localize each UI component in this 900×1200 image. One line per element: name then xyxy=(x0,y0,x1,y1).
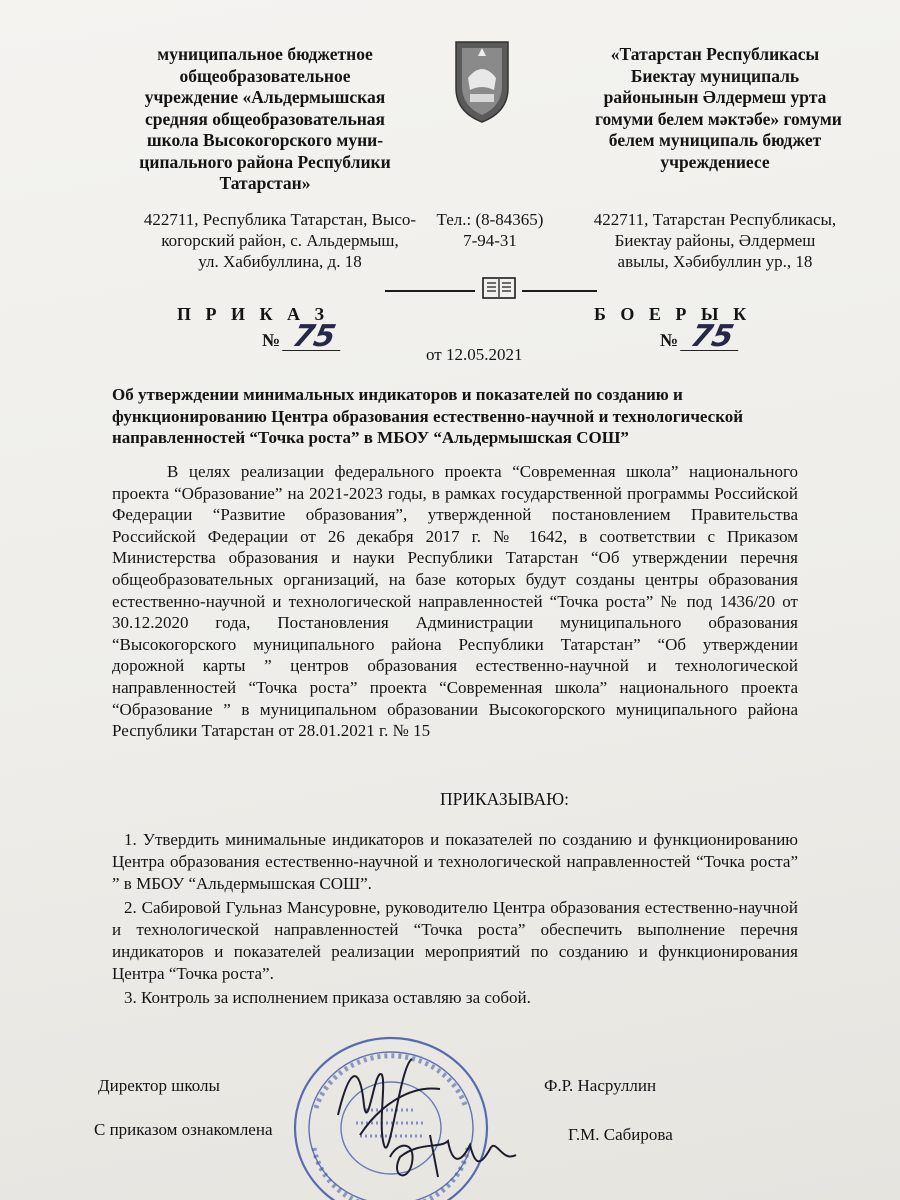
order-number-tt xyxy=(660,319,740,354)
header-right-line: учреждениесе xyxy=(660,151,770,172)
order-number-ru xyxy=(262,319,342,354)
phone-block xyxy=(430,209,550,251)
header-left-org xyxy=(115,44,415,195)
order-item: 3. Контроль за исполнением приказа оставляю за собой. xyxy=(124,988,531,1007)
phone-number: 7-94-31 xyxy=(463,231,517,250)
order-item: 1. Утвердить минимальные индикаторов и показателей по созданию и функционированию Центра образования естественно-научной и технологической направленностей “Точка роста” ” в МБОУ “Альдермышская СОШ”. xyxy=(112,830,798,893)
address-left-line: когорский район, с. Альдермыш, xyxy=(161,231,399,250)
divider-left xyxy=(385,290,475,292)
order-subject: Об утверждении минимальных индикаторов и показателей по созданию и функционированию Центра образования естественно-научной и технологической направленностей “Точка роста” в МБОУ “Альдермышская СОШ” xyxy=(112,385,744,447)
order-item: 2. Сабировой Гульназ Мансуровне, руководителю Центра образования естественно-научной и технологической направленностей “Точка роста” обеспечить выполнение перечня индикаторов и показателей реализации мероприятий по созданию и функционирования Центра “Точка роста”. xyxy=(112,898,798,983)
header-left-line: муниципальное бюджетное xyxy=(157,44,373,64)
header-right-line: районынын Әлдермеш урта xyxy=(603,87,827,107)
divider-right xyxy=(522,290,597,292)
header-left-line: школа Высокогорского муни- xyxy=(146,130,384,150)
director-label: Директор школы xyxy=(98,1076,220,1095)
address-right-line: 422711, Татарстан Республикасы, xyxy=(593,210,837,229)
address-right xyxy=(585,209,845,272)
header-left-line: учреждение «Альдермышская xyxy=(144,87,386,107)
header-right-line: «Татарстан Республикасы xyxy=(610,44,820,64)
header-right-line: белем муниципаль бюджет xyxy=(608,130,822,150)
order-items xyxy=(112,829,798,1011)
order-number-handwritten: 75 xyxy=(282,324,345,351)
header-right-line: гомуми белем мәктәбе» гомуми xyxy=(595,108,842,129)
address-right-line: Биектау районы, Әлдермеш xyxy=(614,231,816,250)
acquainted-label: С приказом ознакомлена xyxy=(94,1120,273,1139)
number-label: № xyxy=(262,330,281,350)
address-right-line: авылы, Хәбибуллин ур., 18 xyxy=(617,252,813,271)
open-book-icon xyxy=(481,275,517,301)
header-left-line: ципального района Республики xyxy=(139,151,391,172)
directive-heading: ПРИКАЗЫВАЮ: xyxy=(440,789,569,809)
address-left xyxy=(140,209,420,272)
header-left-line: средняя общеобразовательная xyxy=(144,108,386,129)
order-number-handwritten: 75 xyxy=(680,324,743,351)
header-right-line: Биектау муниципаль xyxy=(630,65,800,86)
number-label: № xyxy=(660,330,679,350)
header-left-line: Татарстан» xyxy=(219,173,311,193)
preamble-text: В целях реализации федерального проекта “Современная школа” национального проекта “Образование” на 2021-2023 годы, в рамках государственной программы Российской Федерации “Развитие образования”, утвержденной постановлением Правительства Российской Федерации от 26 декабря 2017 г. № 1642, в соответствии с Приказом Министерства образования и науки Республики Татарстан “Об утверждении перечня общеобразовательных организаций, на базе которых будут созданы центры образования естественно-научной и технологической направленностей “Точка роста” № под 1436/20 от 30.12.2020 года, Постановления Администрации муниципального образования “Высокогорского муниципального района Республики Татарстан” “Об утверждении дорожной карты ” центров образования естественно-научной и технологической направленностей “Точка роста” проекта “Современная школа” национального проекта “Образование ” в муниципальном образовании Высокогорского муниципального района Республики Татарстан от 28.01.2021 г. № 15 xyxy=(112,462,798,741)
coat-of-arms-icon xyxy=(448,38,516,126)
order-title-ru: П Р И К А З xyxy=(177,304,330,324)
header-right-org xyxy=(595,44,842,173)
header-left-line: общеобразовательное xyxy=(179,65,351,86)
acquainted-name: Г.М. Сабирова xyxy=(568,1125,673,1144)
address-left-line: 422711, Республика Татарстан, Высо- xyxy=(143,210,417,229)
address-left-line: ул. Хабибуллина, д. 18 xyxy=(198,252,362,271)
phone-label: Тел.: (8-84365) xyxy=(436,210,544,229)
order-date: от 12.05.2021 xyxy=(426,345,523,364)
handwritten-signature xyxy=(320,1045,560,1195)
order-title-tt: Б О Е Р Ы К xyxy=(594,304,752,324)
director-name: Ф.Р. Насруллин xyxy=(544,1076,657,1095)
